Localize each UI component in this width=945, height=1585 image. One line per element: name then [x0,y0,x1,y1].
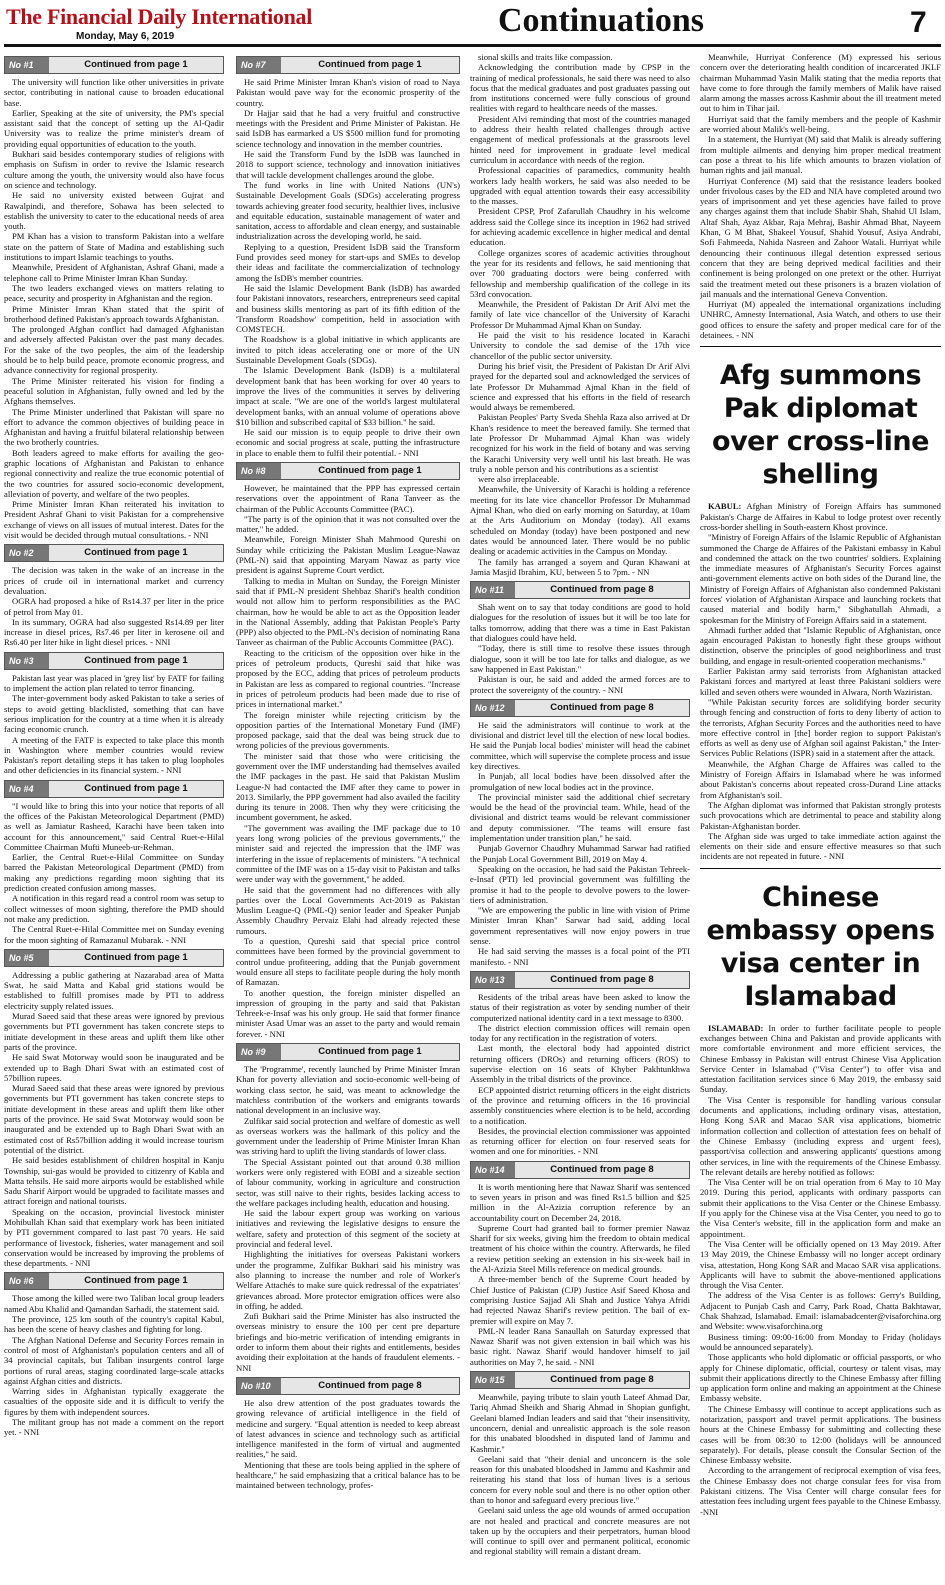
column-divider [700,868,941,869]
paragraph: The decision was taken in the wake of an increase in the prices of crude oil in international market and currency devaluation. [4,565,224,596]
paragraph: The 'Programme', recently launched by Prime Minister Imran Khan for poverty alleviation and socio-economic well-being of working class sector, he said, was meant to acknowledge the matchless contribution of the workers and emigrants towards national development in an inclusive way. [236,1064,460,1116]
continued-label: Continued from page 1 [84,782,188,794]
paragraph: President CPSP, Prof Zafarullah Chaudhry in his welcome address said the College since its inception in 1962 had strived for achieving academic excellence in higher medical and dental education. [470,206,690,248]
paragraph: However, he maintained that the PPP has expressed certain reservations over the appointment of Rana Tanveer as the chairman of the Public Accounts Committee (PAC). [236,482,460,514]
paragraph: Warring sides in Afghanistan typically exaggerate the casualties of the opposite side and it is difficult to verify the figures by them with independent sources. [4,1386,224,1417]
story-body [4,970,224,1269]
story-body [470,1392,690,1557]
continued-label: Continued from page 1 [84,654,188,666]
story-header [236,462,460,480]
continued-label: Continued from page 8 [550,1163,654,1175]
paragraph: He said Swat Motorway would soon be inaugurated and be extended up to Bagh Dhari Swat with an estimated cost of 57billion rupees. [4,1052,224,1083]
story-number: No #1 [5,57,49,73]
story-number: No #13 [471,972,515,988]
paragraph: The Special Assistant pointed out that around 0.38 million workers were only registered with EOBI and a sizeable section of labour community, working in agriculture and construction sector, was still naive to their rights, besides lacking access to the welfare packages including health, education and housing. [236,1156,460,1208]
story-header [236,56,460,74]
paragraph: The two leaders exchanged views on matters relating to peace, security and prosperity in Afghanistan and the region. [4,282,224,304]
story-header [470,1161,690,1179]
paragraph: Hurriyat Conference (M) said that the resistance leaders booked under frivolous cases by the ED and NIA have completed around two years of imprisonment and yet these agencies have failed to prove any charges against them that include Shabir Shah, Shahid Ul Islam, Altaf Shah, Ayaz Akbar, Raja Mehraj, Bashir Ahmad Bhat, Nayeem Khan, G M Bhat, Shakeel Yousuf, Shahid Yousuf, Asiya Andrabi, Sofi Fahmeeda, Nahida Nasreen and Zahoor Watali. Hurriyat while denouncing their continuous illegal detention expressed serious concern that they are being deprived medical facilities and their confinement is being prolonged on one pretext or the other. Hurriyat said the treatment meted out these prisoners is a brazen violation of jail manuals and the international Geneva Convention. [700,175,941,299]
story-number: No #4 [5,781,49,797]
story-body [700,52,941,340]
story-block [236,1377,460,1491]
story-body [236,1064,460,1373]
paragraph: Ahmadi further added that "Islamic Republic of Afghanistan, once again encouraged Pakistan to honestly fight these groups without distinction, observe the principles of good neighborliness and trust building, and engage in result-oriented cooperation mechanisms." [700,624,941,666]
paragraph: "Ministry of Foreign Affairs of the Islamic Republic of Afghanistan summoned the Charge de Affaires of the Pakistani embassy in Kabul and condemned the attack on the two countries' soldiers. Explaining the immediate measures of Afghanistan's Security Forces against anti-government elements active on both sides of the Durand line, the Ministry of Foreign Affairs of Afghanistan also condemned Pakistani forces' violation of Afghanistan Airspace and launching rockets that caused material and bodily harm," Sibghatullah Ahmadi, a spokesman for the Ministry of Foreign Affairs said in a statement. [700,532,941,625]
story-block [470,971,690,1157]
paragraph: During his brief visit, the President of Pakistan Dr Arif Alvi prayed for the departed soul and acknowledged the services of late Professor Dr Muhammad Ajmal Khan in the field of science and expressed that his efforts in the field of research would always be remembered. [470,360,690,413]
section-title: Continuations [498,2,704,39]
paragraph: The Chinese Embassy will continue to accept applications such as notarization, passport and travel permit applications. The business hours at the Chinese Embassy for submitting and collecting these cases will be from 08:30 to 12:00 (holidays will be announced separately). For details, please consult the Consular Section of the Chinese Embassy website. [700,1403,941,1466]
story-number: No #7 [237,57,281,73]
paragraph: PML-N leader Rana Sanaullah on Saturday expressed that Nawaz Sharif was not given extension in bail which was his basic right. Nawaz Sharif would handover himself to jail authorities on May 7, he said. - NNI [470,1325,690,1367]
paragraph: Bukhari said besides contemporary studies of religions with emphasis on Sufism in order to revive the Islamic research culture among the youth, the university would also have focus on science and technology. [4,149,224,190]
paragraph [700,1023,941,1095]
paragraph: were also irreplaceable. [478,474,560,485]
paragraph: The Visa Center will be officially opened on 13 May 2019. After 13 May 2019, the Chinese Embassy will no longer accept ordinary visa, attestation, Hong Kong SAR and Macao SAR visa applications. Applicants will have to submit the above-mentioned applications through the Visa Center. [700,1238,941,1291]
feature-headline: Chinese embassy opens visa center in Islamabad [706,881,935,1012]
paragraph: The province, 125 km south of the country's capital Kabul, has been the scene of heavy clashes and fighting for long. [4,1314,224,1335]
story-header [4,1272,224,1290]
paragraph-text: Afghan Ministry of Foreign Affairs has summoned Pakistan's Charge de Affaires in Kabul to lodge protest over recently cross-border shelling in South-eastern Khost province. [700,501,941,532]
paragraph: The Roadshow is a global initiative in which applicants are invited to pitch ideas accelerating one or more of the UN Sustainable Development Goals (SDGs). [236,334,460,366]
paragraph: Dr Hajjar said that he had a very fruitful and constructive meetings with the President and Prime Minister of Pakistan. He said IsDB has earmarked a US $500 million fund for promoting science technology and innovation in the member countries. [236,107,460,149]
paragraph: Hurriyat (M) appealed the international organizations including UNHRC, Amnesty International, Asia Watch, and others to use their good offices to ensure the safety and proper medical care for of the detainees. - NN [700,299,941,341]
continued-label: Continued from page 8 [550,584,654,596]
paragraph: Pakistan Peoples' Party Sveda Shehla Raza also arrived at Dr Khan's residence to meet the bereaved family. She termed that late Professor Dr Muhammad Ajmal Khan was widely recognized for his work in the field of botany and was serving the Karachi University very well until his last breath. He was truly a noble person and his contributions as a scientist [470,412,690,474]
paragraph: Supreme Court had granted bail to former premier Nawaz Sharif for six weeks, giving him the freedom to obtain medical treatment of his choice within the country. Afterwards, he filed a review petition seeking an extension in his six-week bail in the Al-Azizia Steel Mills reference on medical grounds. [470,1222,690,1275]
continued-label: Continued from page 1 [84,547,188,559]
story-block [236,1043,460,1373]
paragraph: "Today, there is still time to resolve these issues through dialogue, soon it will be too late for talks and dialogue, as we saw happened in East Pakistan." [470,643,690,674]
story-body [4,1293,224,1437]
paragraph: The militant group has not made a comment on the report yet. - NNI [4,1417,224,1438]
story-body [470,1182,690,1367]
story-number: No #10 [237,1378,281,1394]
paragraph: Pakistan last year was placed in 'grey list' by FATF for failing to implement the action plan related to terror financing. [4,672,224,694]
story-block [470,581,690,695]
paragraph: Geelani said unless the age old wounds of armed occupation are not healed and practical and concrete measures are not taken up by the occupiers and their perpetrators, human blood will continue to spill over and permanent political, economic and regional stability will remain a distant dream. [470,1505,690,1557]
paragraph: Earlier, Speaking at the site of university, the PM's special assistant said that the concept of setting up the Al-Qadir University was to realize the prime minister's dream of providing equal opportunities of education to the youth. [4,107,224,149]
paragraph: He said our mission is to equip people to drive their own economic and social progress at scale, putting the infrastructure in place to enable them to fulfil their potential. - NNI [236,427,460,458]
story-body [470,52,690,577]
continued-label: Continued from page 8 [550,701,654,713]
paragraph: The provincial minister said the additional chief secretary would be the head of the provincial team. While, head of the divisional and district teams would be relevant commissioner and deputy commissioner. "The teams will ensure fast implementation under transition plan," he said. [470,791,690,844]
page-number: 7 [910,6,927,39]
paragraph: He also drew attention of the post graduates towards the growing relevance of artificial intelligence in the field of medicine and surgery. "Equal attention is needed to keep abreast of latest advances in science and technology such as artificial intelligence manifested in the form of virtual and augmented realities," he said. [236,1397,460,1460]
column-3 [470,52,690,1582]
column-2 [236,52,460,1582]
paragraph: He had said serving the masses is a focal point of the PTI manifesto. - NNI [470,946,690,967]
paragraph: Zufi Bukhari said the Prime Minister has also instructed the overseas ministry to ensure the 100 per cent pre departure briefings and bio-metric verification of intending emigrants in order to inform them about their rights and entitlements, besides avoiding their exploitation at the hands of fraudulent elements. - NNI [236,1311,460,1373]
paragraph: Meanwhile, President of Afghanistan, Ashraf Ghani, made a telephone call to Prime Minister Imran Khan Sunday. [4,262,224,283]
story-header [4,780,224,798]
story-header [470,581,690,599]
story-body [236,77,460,458]
paragraph [700,501,941,532]
story-number: No #9 [237,1044,281,1060]
paragraph: The Afghan National Defense and Security Forces remain in control of most of Afghanistan's population centers and all of 34 provincial capitals, but Taliban insurgents control large portions of rural areas, staging coordinated large-scale attacks against Afghan cities and districts. [4,1334,224,1386]
paragraph: Prime Minister Imran Khan reiterated his invitation to President Ashraf Ghani to visit Pakistan for a comprehensive exchange of views on all issues of mutual interest. Dates for the visit would be decided through mutual consultations. - NNI [4,499,224,541]
paragraph: "The party is of the opinion that it was not consulted over the matter," he added. [236,513,460,535]
paragraph: Business timing: 09:00-16:00 from Monday to Friday (holidays would be announced separately). [700,1331,941,1352]
story-header [4,949,224,967]
paragraph: The district election commission offices will remain open today for any rectification in the registration of voters. [470,1022,690,1044]
story-body [236,1398,460,1491]
story-header [470,699,690,717]
story-block [470,1161,690,1367]
masthead [0,0,945,48]
story-body [4,77,224,540]
paragraph: President Alvi reminding that most of the countries managed to address their health related challenges through active engagement of medical professionals at the grassroots level hinted need for improvement in graduate level medical curriculum in accordance with needs of the region. [470,113,690,165]
paragraph: Murad Saeed said that these areas were ignored by previous governments but PTI government has taken concrete steps to initiate development in these areas and uplift them like other parts of the province. He said Swat Motorway would soon be inaugurated and be extended up to Bagh Dhari Swat with an estimated cost of Rs57billion adding it would increase tourism potential of the district. [4,1083,224,1155]
dateline: KABUL: [708,501,742,512]
story-block [4,949,224,1269]
paragraph: He said besides establishment of children hospital in Kanju Township, sui-gas would be provided to citizenry of Kabla and Matta tehsils. He said more airports would be established while Sadu Sharif Airport would be upgraded to facilitate masses and attract foreign and national tourists. [4,1155,224,1207]
paragraph-text: In order to further facilitate people to people exchanges between China and Pakistan and provide applicants with more comfortable environment and more efficient services, the Chinese Embassy in Pakistan will entrust Chinese Visa Application Service Center in Islamabad ("Visa Center") to offer visa and attestation facilitation services since 6 May 2019, the embassy said Sunday. [700,1022,941,1095]
paragraph: "We are empowering the public in line with vision of Prime Minister Imran Khan" Sarwar had said, adding local government representatives will now enjoy powers in true sense. [470,905,690,947]
paragraph: Besides, the provincial election commissioner was appointed as returning officer for election on four reserved seats for women and one for minorities. - NNI [470,1125,690,1157]
dateline: ISLAMABAD: [708,1022,764,1033]
paragraph: A meeting of the FATF is expected to take place this month in Washington where member countries would review Pakistan's report detailing steps it has taken to plug loopholes and other deficiencies in its financial system. - NNI [4,734,224,776]
paragraph: To another question, the foreign minister dispelled an impression of grouping in the party and said that Pakistan Tehreek-e-Insaf was his only group. He said that former finance minister Asad Umar was an asset to the party and would remain forever. - NNI [236,987,460,1039]
paragraph: Murad Saeed said that these areas were ignored by previous governments but PTI government has taken concrete steps to initiate development in these areas and uplift them like other parts of the province. [4,1011,224,1052]
paragraph: The minister said that those who were criticising the government over the IMF understanding had themselves availed the IMF packages in the past. He said that Pakistan Muslim League-N had contacted the IMF after they came to power in 2013. Similarly, the PPP government had also availed the facility during its tenure in 2008. Then why they were criticising the incumbent government, he asked. [236,750,460,823]
paragraph: The Visa Center is responsible for handling various consular documents and applications, including ordinary visas, attestation, Hong Kong SAR and Macao SAR visa applications, biometric information collection and collection of attestation fees on behalf of the Chinese Embassy (including express and urgent fees), passport/visa collection and answering applicants' questions among other services, in line with the requirements of the Chinese Embassy. The relevant details are hereby notified as follows: [700,1094,941,1177]
paragraph: Professional capacities of paramedics, community health workers lady health workers, he said was also needed to be upgraded with equal attention towards their easy accessibility to the masses. [470,165,690,207]
paragraph: It is worth mentioning here that Nawaz Sharif was sentenced to seven years in prison and was fined Rs1.5 billion and $25 million in the Al-Azizia corruption reference by an accountability court on December 24, 2018. [470,1181,690,1223]
paragraph: Addressing a public gathering at Nazarabad area of Matta Swat, he said Matta and Kabal grid stations would be established to fulfill promises made by PTI to address electricity supply related issues. [4,969,224,1011]
story-header [470,1371,690,1389]
story-body [4,565,224,647]
story-block [470,52,690,577]
paragraph: A three-member bench of the Supreme Court headed by Chief Justice of Pakistan (CJP) Justice Asif Saeed Khosa and comprising Justice Sajjad Ali Shah and Justice Yahya Afridi had rejected Nawaz Sharif's review petition. The bail of ex-premier will expire on May 7. [470,1274,690,1326]
paragraph: ECP appointed district returning officers in the eight districts of the province and returning officers in the 16 provincial assembly constituencies where election is to be held, according to a notification. [470,1084,690,1126]
paragraph: "I would like to bring this into your notice that reports of all the offices of the Pakistan Meteorological Department (PMD) as well as Jamiatur Rasheed, Karachi have been taken into account for this announcement," said Central Ruet-e-Hilal Committee Chairman Mufti Muneeb-ur-Rehman. [4,800,224,852]
paragraph: Residents of the tribal areas have been asked to know the status of their registration as voter by sending number of their computerized national identity card in a text message to 8300. [470,991,690,1023]
continued-label: Continued from page 8 [318,1379,422,1391]
paragraph: He said Prime Minister Imran Khan's vision of road to Naya Pakistan would pave way for the economic prosperity of the country. [236,77,460,108]
paragraph: Meanwhile, paying tribute to slain youth Lateef Ahmad Dar, Tariq Ahmad Sheikh and Sharig Ahmad in Shopian gunfight, Geelani blamed Indian leaders and said that "their insensitivity, unconcern, denial and unrealistic approach is the sole reason for this unabated bloodshed in disputed land of Jammu and Kashmir." [470,1392,690,1454]
paragraph: He said the administrators will continue to work at the divisional and district level till the election of new local bodies. He said the Punjab local bodies' minister will head the cabinet committee, which will supervise the complete process and issue key directives. [470,719,690,771]
story-header [470,971,690,989]
column-1 [4,52,224,1582]
story-number: No #5 [5,950,49,966]
paragraph: The Islamic Development Bank (IsDB) is a multilateral development bank that has been working for over 40 years to improve the lives of the communities it serves by delivering impact at scale. "We are one of the world's largest multilateral development banks, with an annual volume of operations above $10 billion and subscribed capital of $33 billion." he said. [236,365,460,427]
paragraph: "While Pakistan security forces are solidifying border security through fencing and construction of forts to deny liberty of action to the terrorists, Afghan Security Forces and the authorities need to have more effective control in [the] border region to support Pakistan's efforts as well as deny use of Afghan soil against Pakistan," the Inter-Services Public Relations (ISPR) said in a statement after the attack. [700,696,941,759]
paragraph: He said no university existed between Gujrat and Rawalpindi, and therefore, Sohawa has been selected to establish the university to cater to the educational needs of area youth. [4,190,224,232]
story-body [4,673,224,776]
feature-body [700,501,941,861]
paragraph: "The government was availing the IMF package due to 10 years long wrong policies of the previous governments," the minister said and rejected the impression that the IMF was interfering in the issue of replacements of ministers. "A technical committee of the IMF was on a 15-day visit to Pakistan and talks were under way with the government," he added. [236,822,460,885]
story-number: No #6 [5,1273,49,1289]
continued-label: Continued from page 8 [550,973,654,985]
paragraph: Both leaders agreed to make efforts for availing the geo-graphic locations of Afghanistan and Pakistan to enhance regional connectivity and realize the true economic potential of the two countries for assured socio-economic development, alleviation of poverty, and welfare of the two peoples. [4,447,224,499]
paragraph: The Prime Minister underlined that Pakistan will spare no effort to advance the common objectives of building peace in Afghanistan and having a fruitful bilateral relationship between the two brotherly countries. [4,406,224,448]
story-number: No #2 [5,545,49,561]
story-header [4,544,224,562]
paragraph: Talking to media in Multan on Sunday, the Foreign Minister said that if PML-N president Shehbaz Sharif's health condition would not allow him to perform responsibilities as the PAC chairman, how he would be able to act as the Opposition leader in the National Assembly, adding that Pakistan People's Party (PPP) also objected to the PML-N's decision of nominating Rana Tanveer as chairman of the Public Accounts Committee (PAC). [236,575,460,648]
story-header [236,1043,460,1061]
paragraph: The Visa Center will be on trial operation from 6 May to 10 May 2019. During this period, applicants with ordinary passports can submit their applications to the Visa Center or the Chinese Embassy. If you apply for the Chinese visa at the Visa Center, you need to go to the Visa Center's website, fill in the application form and make an appointment. [700,1177,941,1239]
story-body [470,720,690,967]
continued-label: Continued from page 1 [84,59,188,70]
paragraph: The Central Ruet-e-Hilal Committee met on Sunday evening for the moon sighting of Ramazanul Mubarak. - NNI [4,924,224,945]
paragraph: Meanwhile, Foreign Minister Shah Mahmood Qureshi on Sunday while criticizing the Pakistan Muslim League-Nawaz (PML-N) said that appointing Maryam Nawaz as party vice president is against Supreme Court verdict. [236,534,460,576]
paragraph: The fund works in line with United Nations (UN's) Sustainable Development Goals (SDGs) accelerating progress towards achieving greater food security, healthier lives, inclusive and equitable education, sustainable management of water and sanitation, access to affordable and clean energy, and sustainable industrialization across the developing world, he said. [236,179,460,242]
paragraph: Meanwhile, Hurriyat Conference (M) expressed his serious concern over the deteriorating health condition of incarcerated JKLF chairman Muhammad Yasin Malik stating that the media reports that have come to fore through the family members of Malik have raised alarm among the masses across Kashmir about the ill treatment meted out to him in Tihar jail. [700,52,941,114]
paragraph: Geelani said that "their denial and unconcern is the sole reason for this unabated bloodshed in Jammu and Kashmir and reiterating his stand that loss of human lives is a serious concern for every noble soul and there is no other option other than to honor and safeguard every precious live." [470,1453,690,1505]
story-number: No #14 [471,1162,515,1178]
paragraph: In a statement, the Hurriyat (M) said that Malik is already suffering from multiple ailments and denying him proper medical treatment can pose a threat to his life which amounts to brazen violation of human rights and jail manual. [700,134,941,176]
continued-label: Continued from page 1 [318,464,422,476]
continued-label: Continued from page 1 [318,59,422,70]
paragraph: Speaking on the occasion, he had said the Pakistan Tehreek-e-Insaf (PTI) led provincial government was fulfilling the promise it had to the people to devolve powers to the lower-tiers of administration. [470,863,690,905]
column-4 [700,52,941,1582]
paragraph: Earlier, the Central Ruet-e-Hilal Committee on Sunday barred the Pakistan Meteorological Department (PMD) from making any predictions regarding moon sighting that its prediction created confusion among masses. [4,852,224,894]
feature-body [700,1023,941,1517]
story-block [236,462,460,1039]
paragraph: Hurriyat said that the family members and the people of Kashmir are worried about Malik's well-being. [700,113,941,135]
paragraph: College organizes scores of academic activities throughout the year for its residents and fellows, he said mentioning that over 700 graduating doctors were being conferred with fellowship and membership qualification of the college in its 53rd convocation. [470,247,690,299]
paragraph: Those among the killed were two Taliban local group leaders named Abu Khalid and Qamandan Sarhadi, the statement said. [4,1293,224,1314]
paragraph: Meanwhile, the University of Karachi is holding a reference meeting for its late vice chancellor Professor Dr Muhammad Ajmal Khan, who died on early morning on Saturday, at 10am at the Arts Auditorium on Monday (today). All exams scheduled on Monday (today) have been postponed and new dates would be announced later. There would be no public dealing or academic activities in the Campus on Monday. [470,484,690,557]
story-block [4,544,224,647]
continued-label: Continued from page 1 [84,1275,188,1287]
paragraph: Pakistan is our, he said and added the armed forces are to protect the sovereignty of the country. - NNI [470,674,690,695]
continued-label: Continued from page 8 [550,1374,654,1386]
paragraph: In its summary, OGRA had also suggested Rs14.89 per liter increase in diesel prices, Rs7.46 per liter in kerosene oil and Rs6.40 per liter hike in light diesel prices. - NNI [4,616,224,648]
paragraph: A notification in this regard read a control room was setup to collect witnesses of moon sighting, therefore the PMD should not make any prediction. [4,893,224,924]
story-number: No #11 [471,582,515,598]
paragraph: He said the Transform Fund by the IsDB was launched in 2018 to support science, technology and innovation initiatives that will tackle development challenges around the globe. [236,149,460,180]
story-block [4,1272,224,1437]
paragraph: He said the Islamic Development Bank (IsDB) has awarded four Pakistani innovators, researchers, entrepreneurs seed capital and business skills mentoring as part of its fifth edition of the 'Transform Roadshow' competition, held in association with COMSTECH. [236,282,460,335]
paragraph: To a question, Qureshi said that special price control committees have been formed by the provincial government to control undue profiteering, adding that the Punjab government would ensure all steps to facilitate people during the holy month of Ramazan. [236,936,460,988]
paragraph: Last month, the electoral body had appointed district returning officers (DROs) and returning officers (ROS) to supervise election on 16 seats of Khyber Pakhtunkhwa Assembly in the tribal districts of the province. [470,1043,690,1085]
feature-headline: Afg summons Pak diplomat over cross-line shelling [712,360,929,491]
paragraph: Those applicants who hold diplomatic or official passports, or who apply for Chinese diplomatic, official, courtesy or talent visas, may submit their applications directly to the Chinese Embassy after filling up application form online and making an appointment at the Chinese Embassy website. [700,1352,941,1404]
story-number: No #12 [471,700,515,716]
paragraph: He said that the government had no differences with ally parties over the Local Governments Act-2019 as Pakistan Muslim League-Q (PML-Q) senior leader and Speaker Punjab Assembly Chaudhry Pervaiz Elahi had already rejected these rumours. [236,884,460,936]
story-block [236,56,460,458]
paragraph: Replying to a question, President IsDB said the Transform Fund provides seed money for start-ups and SMEs to develop their ideas and facilitate the commercialization of technology among the IsDB's member countries. [236,241,460,283]
paragraph: Acknowledging the contribution made by CPSP in the training of medical professionals, he said there was need to also focus that the medical graduates and post graduates passing out from institutions concerned were fully conscious of ground realities with regard to healthcare needs of the masses. [470,62,690,114]
continued-label: Continued from page 1 [318,1046,422,1058]
story-body [236,483,460,1039]
story-block [4,780,224,945]
paragraph: The address of the Visa Center is as follows: Gerry's Building, Adjacent to Punjab Cash and Carry, Park Road, Chatta Bakhtawar, Chak Shahzad, Islamabad. Email: islamabadcenter@visaforchina.org and Website: www.visaforchina.org [700,1290,941,1332]
paragraph: The Prime Minister reiterated his vision for finding a peaceful solution in Afghanistan, fully owned and led by the Afghans themselves. [4,375,224,407]
paragraph: According to the arrangement of reciprocal exemption of visa fees, the Chinese Embassy does not charge consular fees for visa from Pakistani citizens. The Visa Center will charge consular fees for attestation fees including urgent fees payable to the Chinese Embassy. -NNI [700,1465,941,1517]
paragraph: The family has arranged a soyem and Quran Khawani at Jamia Masjid Ibrahim, KU, between 5 to 7pm. - NN [470,556,690,577]
paragraph: The Afghan side was urged to take immediate action against the elements on their side and ensure effective measures so that such incidents are not repeated in future. - NNI [700,830,941,862]
paragraph: Meanwhile, the President of Pakistan Dr Arif Alvi met the family of late vice chancellor of the University of Karachi Professor Dr Muhammad Ajmal Khan on Sunday. [470,299,690,330]
paragraph: Earlier Pakistan army said terrorists from Afghanistan attacked Pakistani forces and martyred at least three Pakistani soldiers were killed and seven others were wounded in Alwara, North Waziristan. [700,666,941,697]
paragraph: The Afghan diplomat was informed that Pakistan strongly protests such provocations which are detrimental to peace and stability along Pakistan-Afghanistan border. [700,799,941,831]
story-body [470,992,690,1157]
paragraph: Mentioning that these are tools being applied in the sphere of healthcare," he said emphasizing that a critical balance has to be maintained between technology, profes- [236,1459,460,1491]
paragraph: He said the labour expert group was working on various initiatives and reviewing the legislative designs to ensure the welfare, safety and protection of this segment of the society at provincial and federal level. [236,1208,460,1250]
story-body [470,602,690,695]
paragraph: In Punjab, all local bodies have been dissolved after the promulgation of new local bodies act in the province. [470,771,690,792]
story-block [470,699,690,967]
paragraph: Punjab Governor Chaudhry Muhammad Sarwar had ratified the Punjab Local Government Bill, 2019 on May 4. [470,843,690,864]
story-block [4,56,224,540]
paragraph: Speaking on the occasion, provincial livestock minister Mohibullah Khan said that exemplary work has been initiated by PTI government compared to last past 70 years. He said performance of livestock, fisheries, water management and soil conservation would be increased by improving the problems of these departments. - NNI [4,1206,224,1269]
newspaper-name: The Financial Daily International [6,4,313,29]
story-block [470,1371,690,1557]
paragraph: The university will function like other universities in private sector, contributing in national cause to broaden educational base. [4,77,224,108]
story-header [236,1377,460,1395]
masthead-rule [4,44,941,47]
paragraph: The inter-government body asked Pakistan to take a series of steps to avoid getting blacklisted, something that can have serious implication for the country at a time when it is already facing economic crunch. [4,693,224,735]
story-number: No #15 [471,1372,515,1388]
story-block [700,52,941,340]
story-number: No #3 [5,653,49,669]
story-header [4,56,224,74]
paragraph: Shah went on to say that today conditions are good to hold dialogues for the resolution of issues but it will be too late for talks tomorrow, adding that there was a time in East Pakistan that dialogues could have held. [470,602,690,644]
paragraph: OGRA had proposed a hike of Rs14.37 per liter in the price of petrol from May 01. [4,596,224,617]
paragraph: Reacting to the criticism of the opposition over hike in the prices of petroleum products, Qureshi said that hike was proposed by the ECC, adding that prices of petroleum products in Pakistan are less as compared to regional countries. "Increase in prices of petroleum products had been made due to rise of prices in international market." [236,647,460,710]
paragraph: Highlighting the initiatives for overseas Pakistani workers under the programme, Zulfikar Bukhari said his ministry was also planning to increase the number and role of Worker's Welfare Attachés to make sure quick redressal of the expatriates' grievances abroad. More protector emigration offices were also in offing, he added. [236,1249,460,1311]
paragraph: The prolonged Afghan conflict had damaged Afghanistan and adversely affected Pakistan over the past many decades. For the sake of the two peoples, the aim of the leadership should be to help build peace, promote economic progress, and advance connectivity for regional prosperity. [4,324,224,376]
story-number: No #8 [237,463,281,479]
story-body [4,801,224,945]
paragraph: Prime Minister Imran Khan stated that the spirit of brotherhood defined Pakistan's approach towards Afghanistan. [4,303,224,324]
paragraph: sional skills and traits like compassion. [478,52,613,62]
continued-label: Continued from page 1 [84,951,188,963]
paragraph: He paid the visit to his residence located in Karachi University to condole the sad demise of the 17th vice chancellor of the public sector university. [470,330,690,361]
paragraph: The foreign minister while rejecting criticism by the opposition parties of the International Monetary Fund (IMF) proposed package, said that the deal was being struck due to wrong policies of the previous governments. [236,709,460,751]
story-block [4,652,224,776]
paragraph: PM Khan has a vision to transform Pakistan into a welfare state on the pattern of State of Madina and establishing such institutions to impart Islamic teachings to youths. [4,231,224,263]
issue-date: Monday, May 6, 2019 [76,31,175,42]
paragraph: Meanwhile, the Afghan Charge de Affaires was called to the Ministry of Foreign Affairs in Islamabad where he was informed about Pakistan's concerns about repeated cross-Durand Line attacks from Afghanistan's soil. [700,758,941,800]
column-divider [700,346,941,347]
story-header [4,652,224,670]
paragraph: Zulfikar said social protection and welfare of domestic as well as overseas workers was the hallmark of this policy and the government under the leadership of Prime Minister Imran Khan was striving hard to uplift the living standards of lower class. [236,1115,460,1157]
